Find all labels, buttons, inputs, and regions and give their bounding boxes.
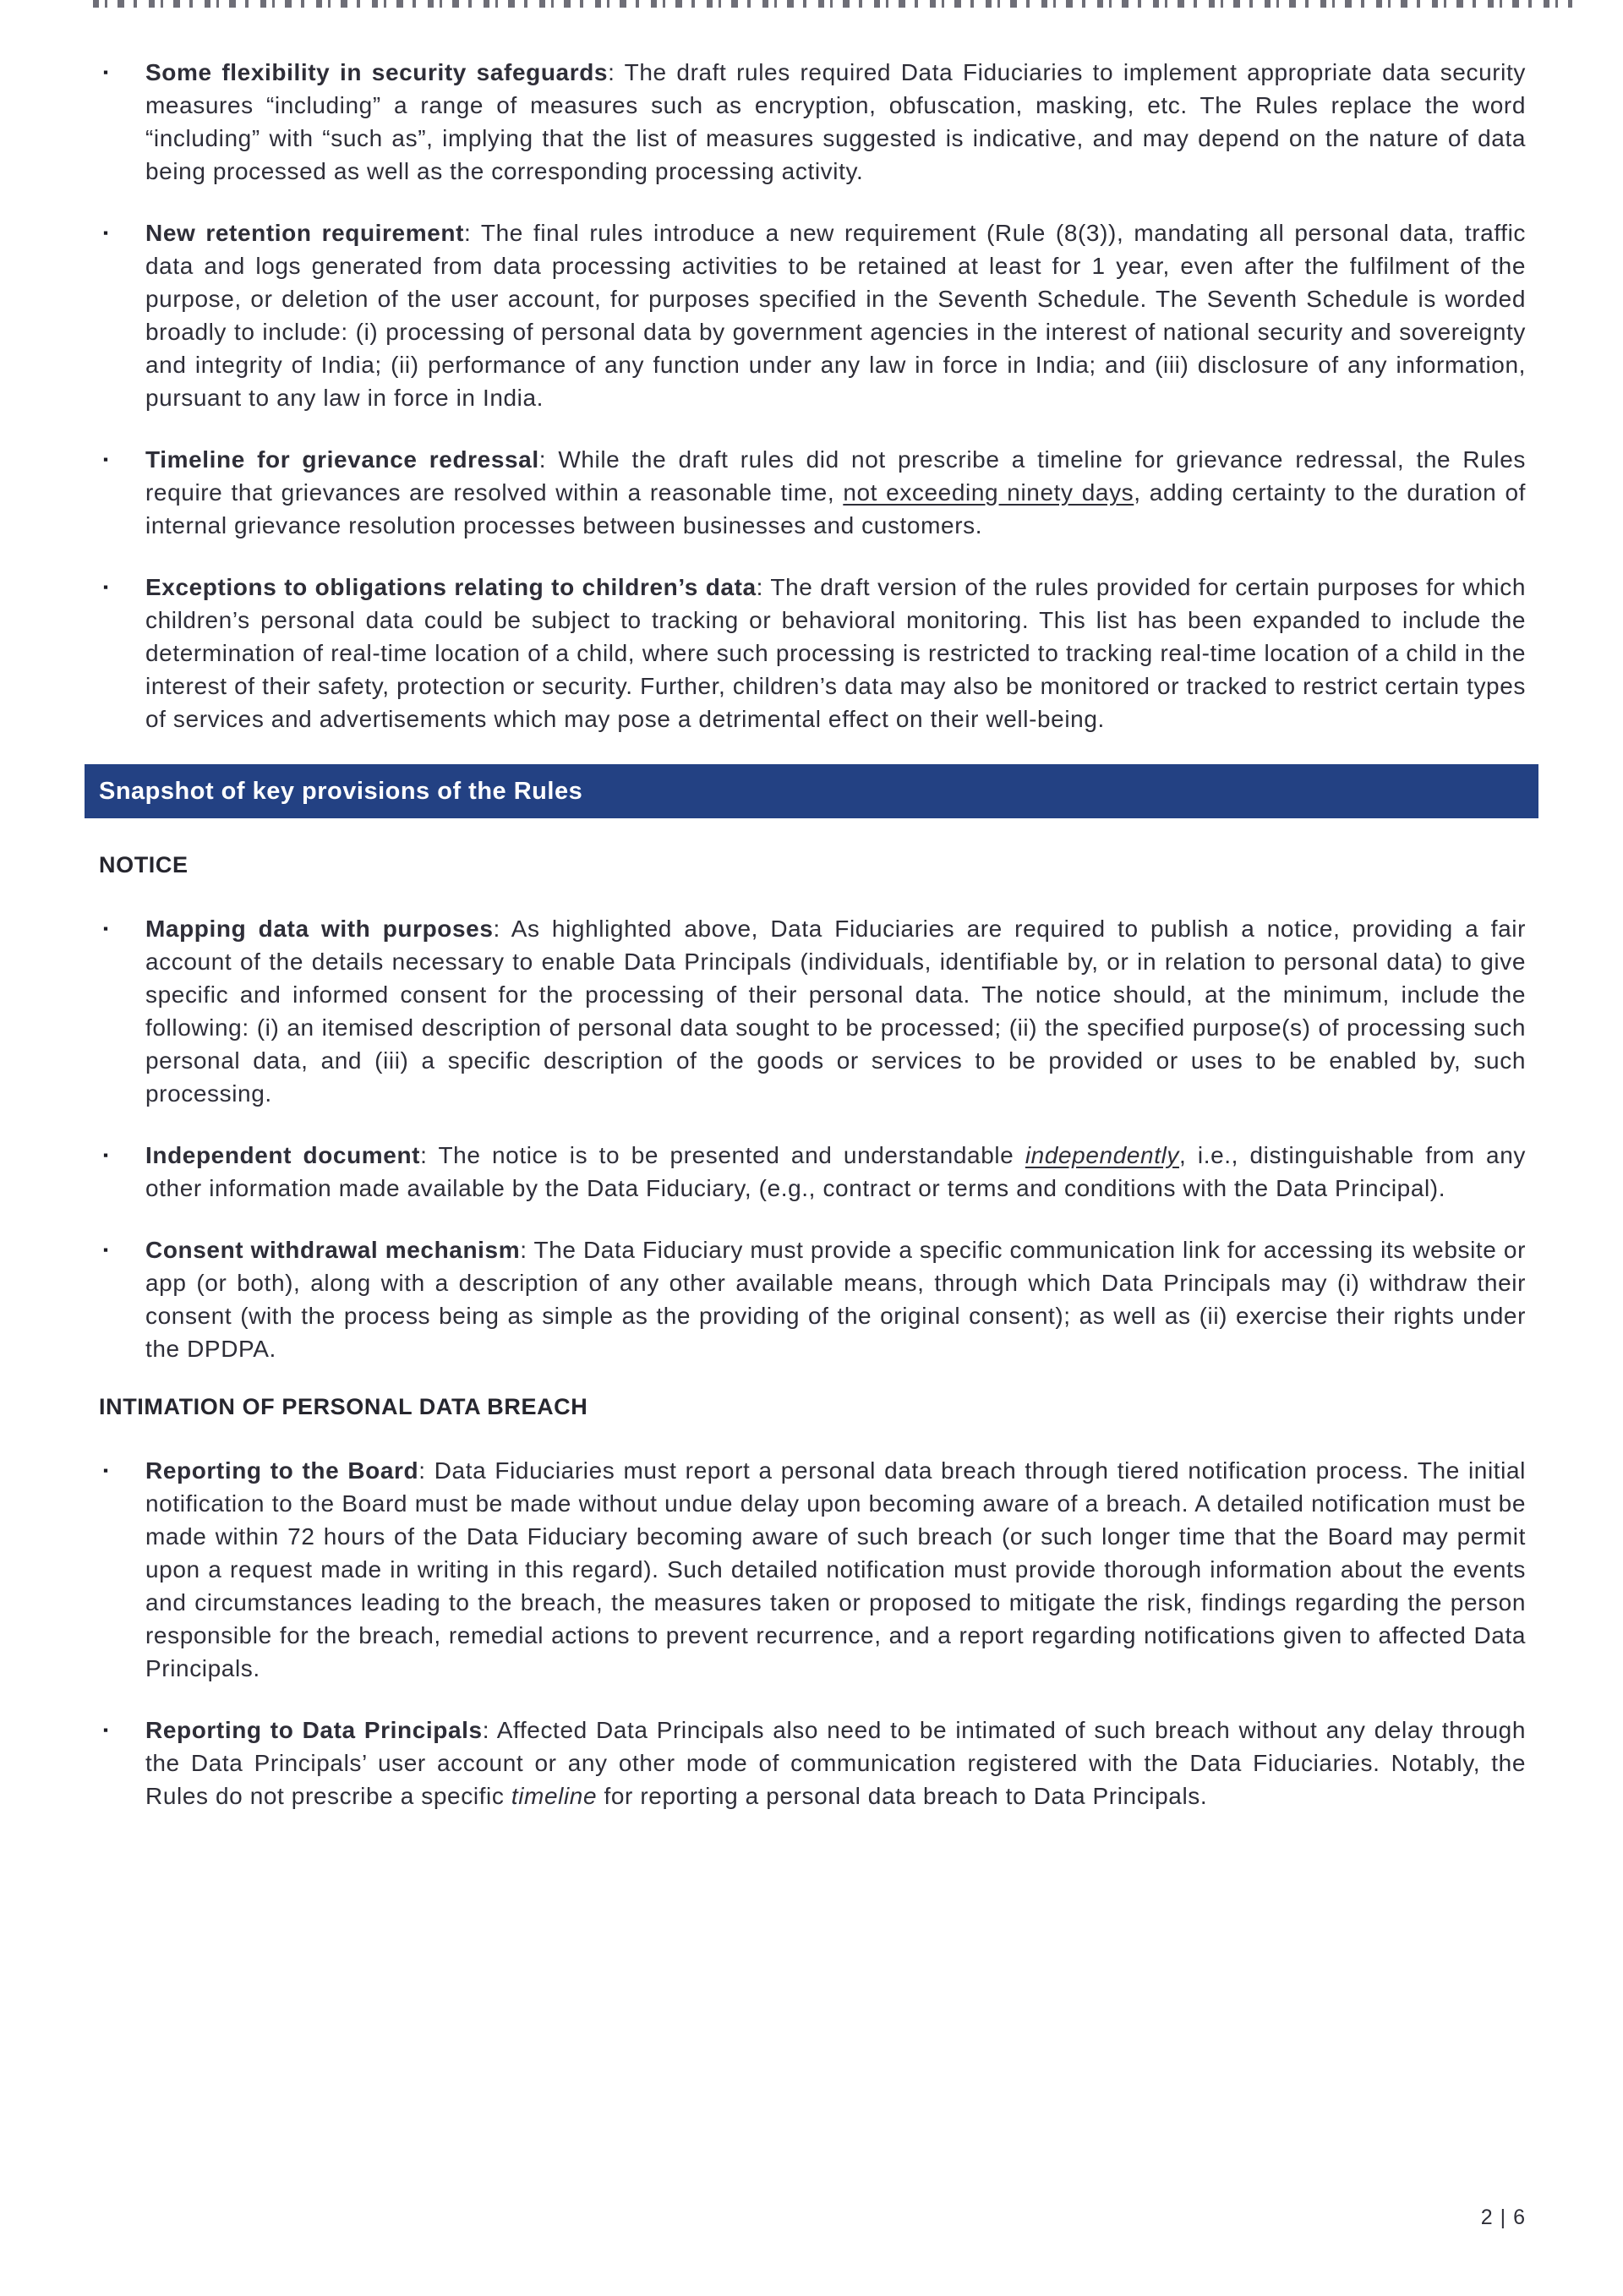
clipped-header-text	[93, 0, 1572, 8]
bullet-text	[145, 216, 1526, 414]
bullet-item	[99, 56, 1526, 188]
bullet-text	[145, 571, 1526, 735]
bullet-square-icon: ▪	[103, 451, 109, 467]
text-segment: not exceeding ninety days	[843, 479, 1134, 506]
bullet-text	[145, 1454, 1526, 1685]
bullet-square-icon: ▪	[103, 1242, 109, 1258]
bullet-square-icon: ▪	[103, 1722, 109, 1738]
text-segment: Mapping data with purposes	[145, 916, 494, 942]
bullet-item	[99, 1714, 1526, 1812]
text-segment: : While the draft rules did not prescribe a timeline for grievance redressal, the Rules require that grievances are resolved within a reasonable time,	[145, 446, 1526, 506]
text-segment: Exceptions to obligations relating to children’s data	[145, 574, 757, 600]
bullet-item	[99, 571, 1526, 735]
text-segment: : The draft rules required Data Fiduciaries to implement appropriate data security measures “including” a range of measures such as encryption, obfuscation, masking, etc. The Rules replace the word “including” with “such as”, implying that the list of measures suggested is indicative, and may depend on the nature of data being processed as well as the corresponding processing activity.	[145, 59, 1526, 184]
section-heading: NOTICE	[99, 852, 189, 877]
text-segment: independently	[1025, 1142, 1180, 1168]
text-segment: : Affected Data Principals also need to be intimated of such breach without any delay through the Data Principals’ user account or any other mode of communication registered with the Data Fiduciaries. Notably, the Rules do not prescribe a specific	[145, 1717, 1527, 1809]
text-segment: Reporting to Data Principals	[145, 1717, 483, 1743]
bullet-item	[99, 1454, 1526, 1685]
bullet-text	[145, 1139, 1526, 1205]
bullet-text	[145, 1233, 1526, 1365]
text-segment: : As highlighted above, Data Fiduciaries are required to publish a notice, providing a fair account of the details necessary to enable Data Principals (individuals, identifiable by, or in relation to personal data) to give specific and informed consent for the processing of their personal data. The notice should, at the minimum, include the following: (i) an itemised description of personal data sought to be processed; (ii) the specified purpose(s) of processing such personal data, and (iii) a specific description of the goods or services to be provided or uses to be enabled by, such processing.	[145, 916, 1526, 1107]
bullet-text	[145, 912, 1526, 1110]
text-segment: timeline	[511, 1783, 598, 1809]
bullet-square-icon: ▪	[103, 64, 109, 80]
bullet-item	[99, 912, 1526, 1110]
page-number: 2 | 6	[1480, 2206, 1526, 2229]
bullet-item	[99, 216, 1526, 414]
bullet-square-icon: ▪	[103, 1462, 109, 1479]
section-banner	[85, 764, 1538, 818]
text-segment: : The Data Fiduciary must provide a specific communication link for accessing its website or app (or both), along with a description of any other available means, through which Data Principals may (i) withdraw their consent (with the process being as simple as the providing of the original consent); as well as (ii) exercise their rights under the DPDPA.	[145, 1237, 1526, 1362]
bullet-square-icon: ▪	[103, 921, 109, 937]
section-heading: INTIMATION OF PERSONAL DATA BREACH	[99, 1394, 588, 1419]
text-segment: Reporting to the Board	[145, 1457, 419, 1484]
text-segment: New retention requirement	[145, 220, 464, 246]
bullet-item	[99, 1233, 1526, 1365]
bullet-text	[145, 56, 1526, 188]
section-banner-title: Snapshot of key provisions of the Rules	[99, 777, 583, 805]
text-segment: , i.e., distinguishable from any other information made available by the Data Fiduciary, (e.g., contract or terms and conditions with the Data Principal).	[145, 1142, 1527, 1201]
text-segment: : The final rules introduce a new requirement (Rule (8(3)), mandating all personal data, traffic data and logs generated from data processing activities to be retained at least for 1 year, even after the fulfilment of the purpose, or deletion of the user account, for purposes specified in the Seventh Schedule. The Seventh Schedule is worded broadly to include: (i) processing of personal data by government agencies in the interest of national security and sovereignty and integrity of India; (ii) performance of any function under any law in force in India; and (iii) disclosure of any information, pursuant to any law in force in India.	[145, 220, 1526, 411]
bullet-square-icon: ▪	[103, 579, 109, 595]
document-content	[99, 56, 1526, 1812]
bullet-text	[145, 1714, 1526, 1812]
text-segment: Consent withdrawal mechanism	[145, 1237, 521, 1263]
bullet-square-icon: ▪	[103, 225, 109, 241]
bullet-text	[145, 443, 1526, 542]
text-segment: : The notice is to be presented and understandable	[420, 1142, 1025, 1168]
text-segment: , adding certainty to the duration of internal grievance resolution processes between businesses and customers.	[145, 479, 1527, 538]
text-segment: Timeline for grievance redressal	[145, 446, 539, 473]
text-segment: : Data Fiduciaries must report a personal data breach through tiered notification process. The initial notification to the Board must be made without undue delay upon becoming aware of a breach. A detailed notification must be made within 72 hours of the Data Fiduciary becoming aware of such breach (or such longer time that the Board may permit upon a request made in writing in this regard). Such detailed notification must provide thorough information about the events and circumstances leading to the breach, the measures taken or proposed to mitigate the risk, findings regarding the person responsible for the breach, remedial actions to prevent recurrence, and a report regarding notifications given to affected Data Principals.	[145, 1457, 1526, 1681]
text-segment: : The draft version of the rules provided for certain purposes for which children’s personal data could be subject to tracking or behavioral monitoring. This list has been expanded to include the determination of real-time location of a child, where such processing is restricted to tracking real-time location of a child in the interest of their safety, protection or security. Further, children’s data may also be monitored or tracked to restrict certain types of services and advertisements which may pose a detrimental effect on their well-being.	[145, 574, 1526, 732]
bullet-square-icon: ▪	[103, 1147, 109, 1163]
text-segment: Some flexibility in security safeguards	[145, 59, 609, 85]
bullet-item	[99, 443, 1526, 542]
text-segment: for reporting a personal data breach to Data Principals.	[597, 1783, 1208, 1809]
bullet-item	[99, 1139, 1526, 1205]
text-segment: Independent document	[145, 1142, 421, 1168]
